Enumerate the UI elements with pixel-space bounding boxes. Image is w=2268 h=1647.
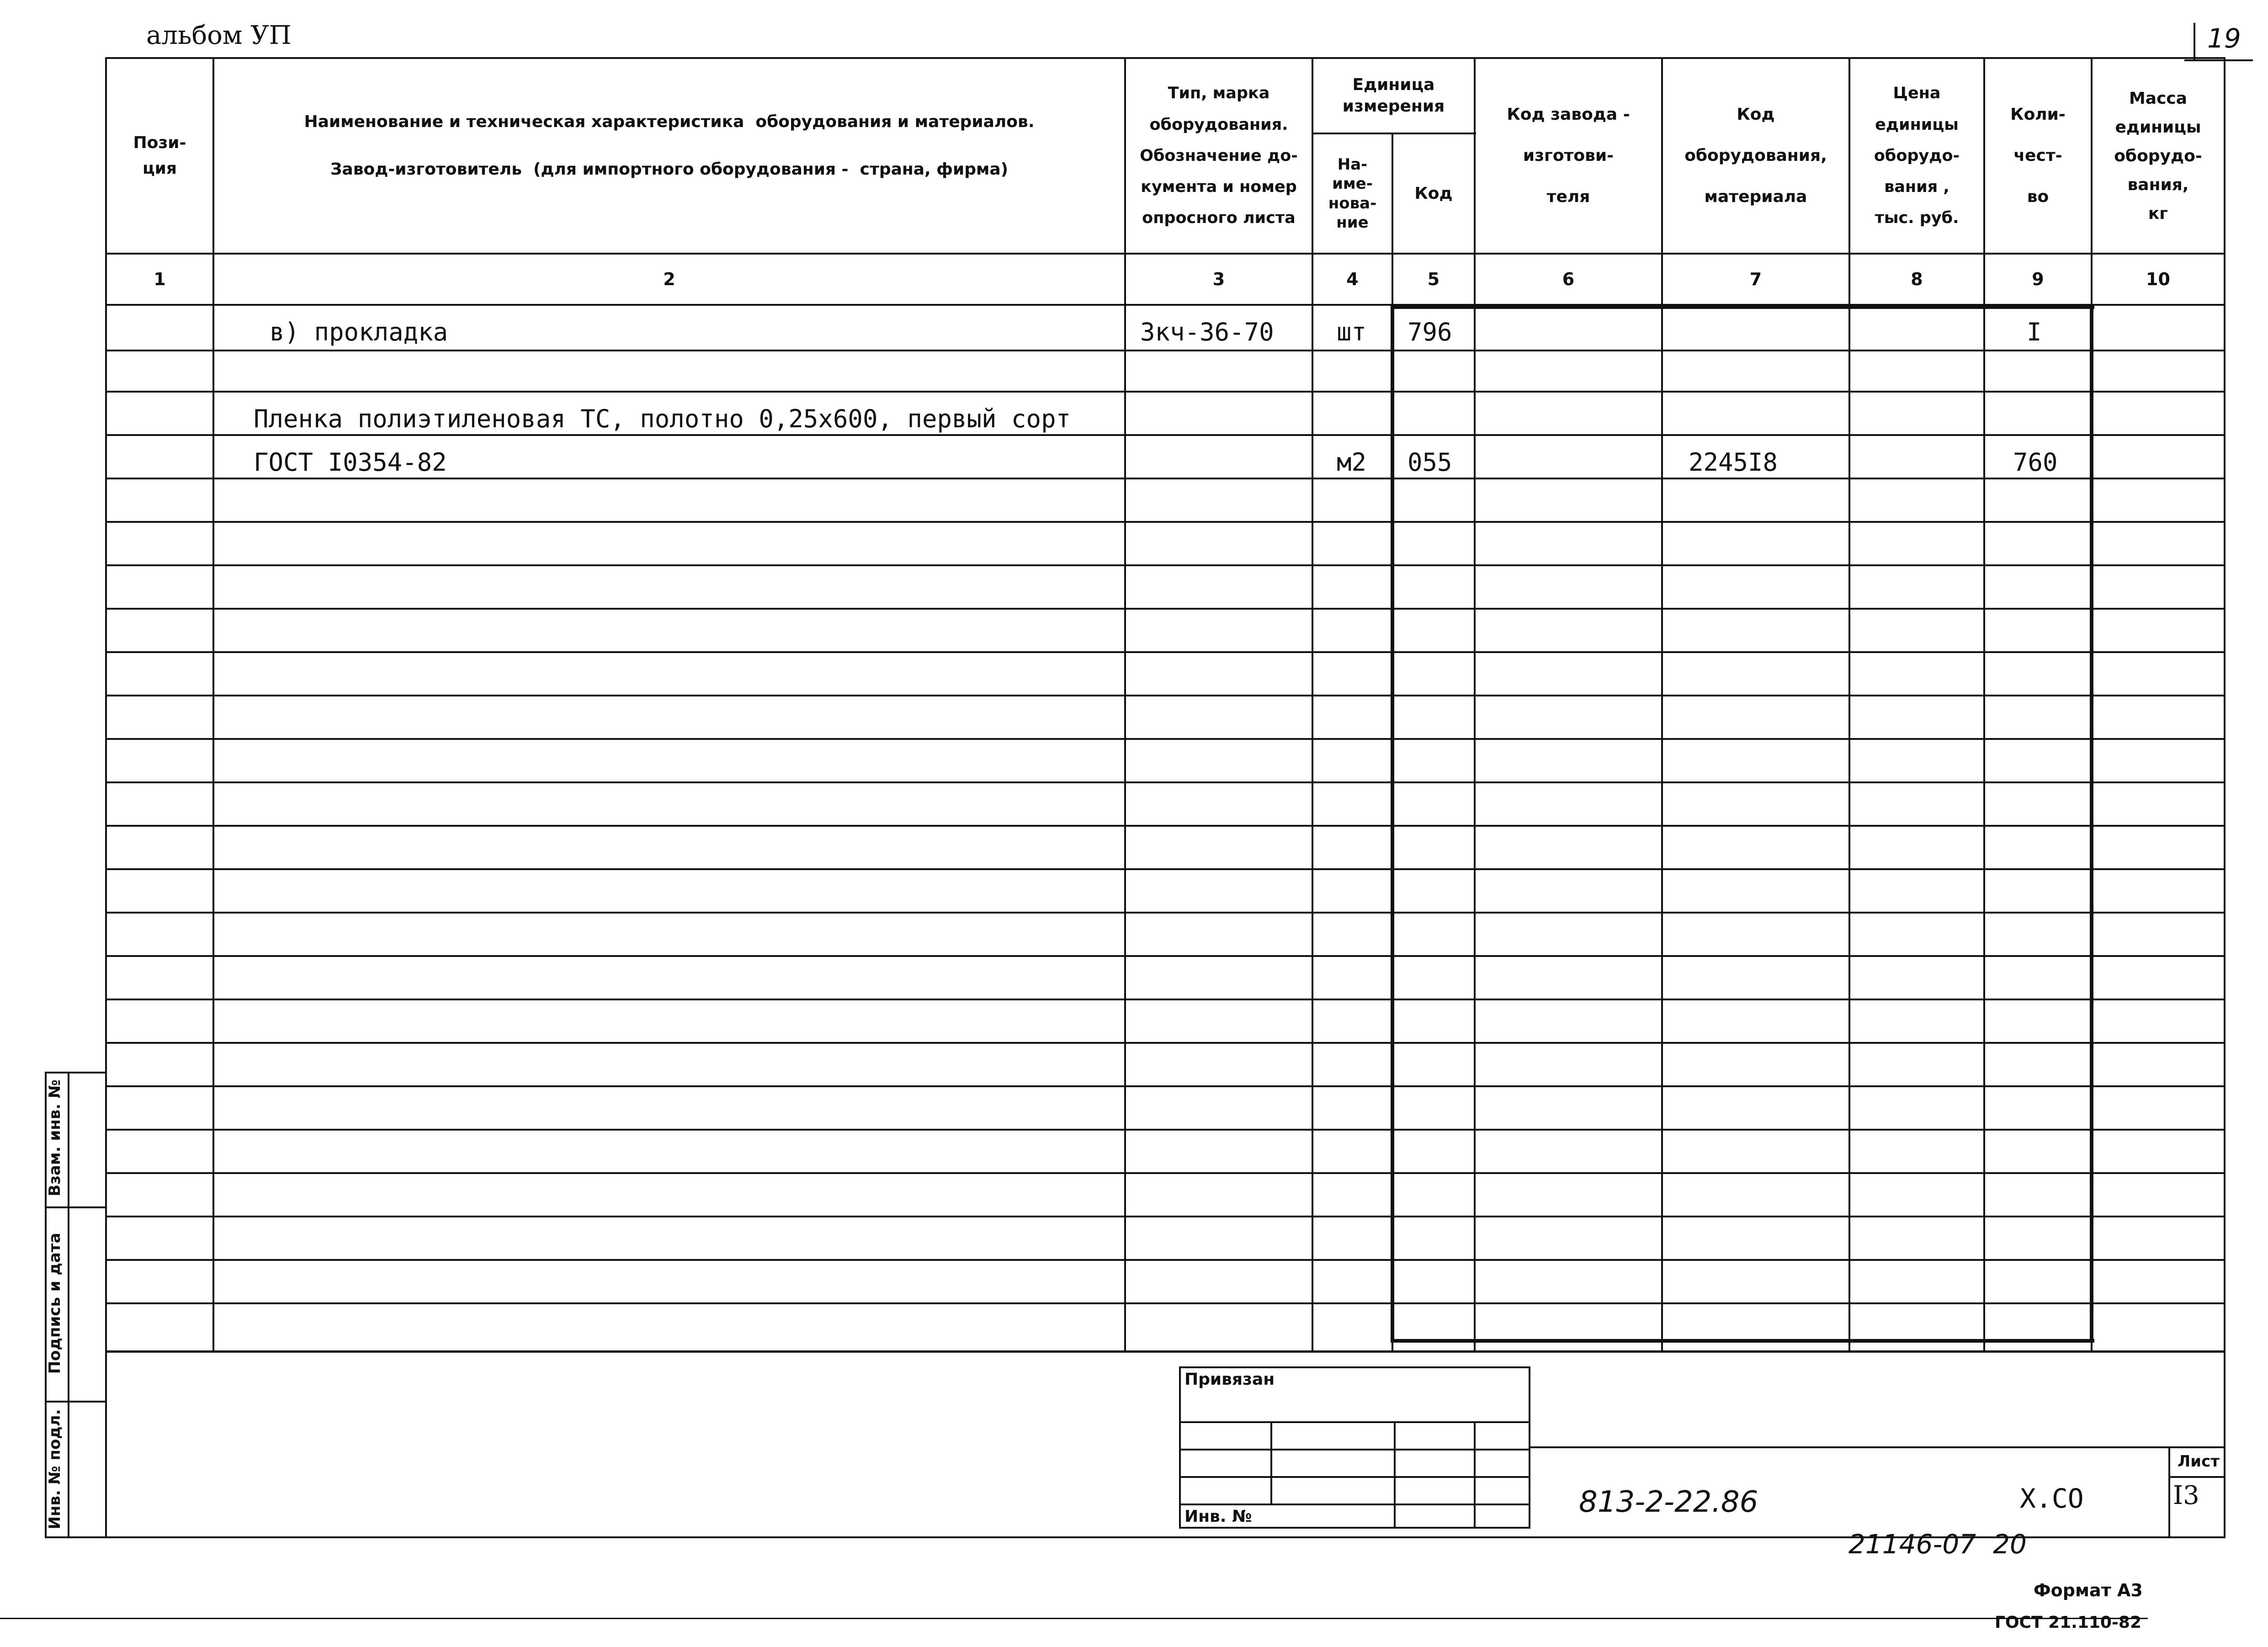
col-number-2: 2 [663,269,675,289]
page-bottom-line [0,1618,2148,1619]
row4-unit: м2 [1337,448,1367,477]
document-mark: Х.СО [2020,1483,2084,1514]
header-name [214,59,1124,253]
table-row-line [105,434,2226,436]
format-label: Формат А3 [2034,1580,2143,1600]
row1-name: в) прокладка [270,318,448,346]
title-box-line1 [1179,1421,1530,1423]
row1-unit: шт [1337,318,1367,346]
header-type: Тип, марка оборудования. Обозначение до- кумента и номер опросного листа [1140,84,1298,228]
row1-type: 3кч-36-70 [1140,318,1274,346]
header-quantity: Коли- чест- во [2010,105,2066,206]
table-row-line [105,868,2226,870]
row4-material-code: 2245I8 [1689,448,1778,477]
row3-name: Пленка полиэтиленовая ТС, полотно 0,25х600, первый сорт [254,404,1071,433]
title-box-bottom [1179,1527,1530,1529]
side-strip-sep2 [45,1401,107,1403]
row4-name: ГОСТ I0354-82 [254,448,447,477]
header-unit-code: Код [1414,184,1453,203]
header-factory-code: Код завода - изготови- теля [1507,105,1630,206]
inv-no-label: Инв. № [1184,1507,1252,1526]
col-number-10: 10 [2146,269,2170,289]
document-code: 813-2-22.86 [1579,1485,1758,1519]
table-row-line [105,781,2226,783]
header-name-line1: Наименование и техническая характеристика оборудования и материалов. [304,112,1035,131]
table-row-line [105,1259,2226,1261]
table-row-line [105,391,2226,393]
album-label: альбом УП [146,21,292,50]
col-number-6: 6 [1562,269,1575,289]
gost-label: ГОСТ 21.110-82 [1995,1613,2142,1631]
col-number-7: 7 [1749,269,1762,289]
side-label-inv-podl: Инв. № подл. [46,1409,64,1530]
order-number: 21146-07 20 [1848,1529,2027,1560]
row1-qty: I [2027,318,2042,346]
table-row-line [105,738,2226,740]
sheet-box-divider [2168,1476,2226,1478]
title-box-line3 [1179,1476,1530,1478]
header-mass: Масса единицы оборудо- вания, кг [2114,89,2202,223]
table-row-line [105,1042,2226,1044]
side-strip-inner [68,1072,69,1538]
table-row-line [105,1350,2226,1353]
side-label-podpis: Подпись и дата [46,1233,64,1374]
table-row-line [105,564,2226,566]
table-row-line [105,478,2226,479]
table-row-line [105,1216,2226,1217]
col-number-3: 3 [1212,269,1225,289]
table-row-line [105,1172,2226,1174]
table-row-line [105,1302,2226,1304]
sheet-label: Лист [2178,1452,2220,1471]
side-label-vzam: Взам. инв. № [46,1079,64,1196]
sheet-corner-number: 19 [2207,23,2241,54]
col-number-8: 8 [1911,269,1923,289]
header-unit-price: Цена единицы оборудо- вания , тыс. руб. [1874,84,1960,228]
bold-box-top [1392,305,2094,309]
table-row-line [105,521,2226,523]
col-number-1: 1 [154,269,166,289]
corner-tick [2194,23,2195,59]
title-box-col3 [1474,1421,1476,1529]
title-box-col1 [1270,1421,1272,1504]
col-number-4: 4 [1346,269,1359,289]
sheet-number: I3 [2173,1481,2199,1510]
header-position: Пози- ция [133,133,186,178]
privyazan-label: Привязан [1184,1370,1275,1389]
title-box-top [1179,1366,1530,1368]
table-row-line [105,825,2226,827]
row4-code: 055 [1408,448,1452,477]
table-row-line [105,955,2226,957]
title-box-line2 [1179,1449,1530,1450]
header-material-code: Код оборудования, материала [1684,105,1827,206]
header-name-line2: Завод-изготовитель (для импортного оборудования - страна, фирма) [330,159,1009,179]
bold-box-right [2090,305,2093,1343]
table-row-line [105,350,2226,351]
header-unit-group: Единица измерения [1342,75,1445,116]
title-box-col2 [1394,1421,1396,1529]
table-row-line [105,912,2226,914]
bold-box-left [1391,305,1394,1343]
side-strip-sep1 [45,1206,107,1208]
sheet-box-left [2168,1446,2170,1538]
stamp-top-line [1529,1446,2226,1448]
row4-qty: 760 [2013,448,2058,477]
frame-right-border [2224,57,2226,1538]
bold-box-bottom [1392,1339,2094,1343]
table-row-line [105,695,2226,696]
col-number-9: 9 [2032,269,2044,289]
title-box-line4 [1179,1504,1530,1505]
col-number-5: 5 [1427,269,1440,289]
row1-code: 796 [1408,318,1452,346]
table-row-line [105,651,2226,653]
table-row-line [105,999,2226,1000]
table-row-line [105,1129,2226,1131]
table-row-line [105,608,2226,610]
header-unit-name: На- име- нова- ние [1328,155,1377,232]
table-row-line [105,1085,2226,1087]
